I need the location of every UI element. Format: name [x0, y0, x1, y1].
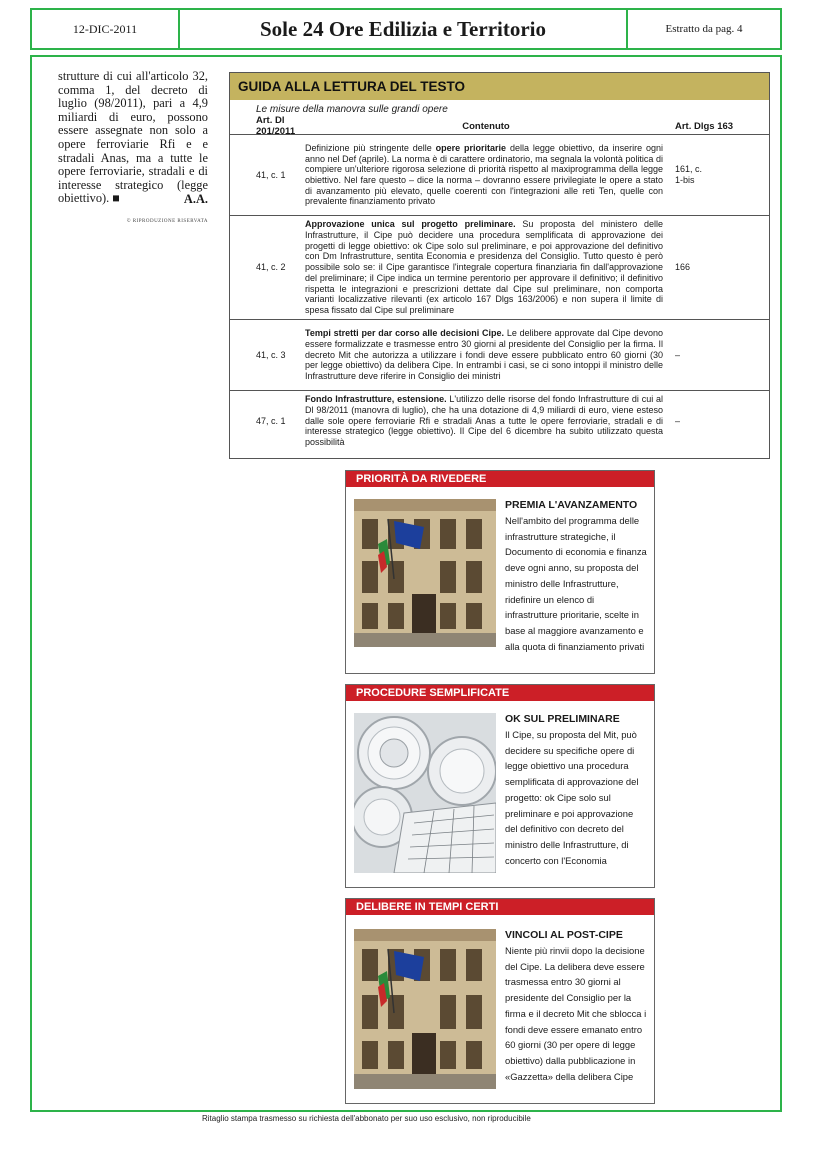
cell-dlgs: –: [675, 349, 681, 360]
cell-art: 41, c. 3: [256, 349, 286, 360]
guide-header-row: [230, 115, 769, 137]
palazzo-photo: [354, 929, 496, 1089]
table-row: [230, 135, 769, 216]
cell-dlgs: –: [675, 415, 681, 426]
sidebar-box-priorita: [345, 470, 655, 674]
box-body: Niente più rinvii dopo la decisione del Cipe. La delibera deve essere trasmessa entro 30 giorni al presidente del Consiglio per la firma e il decreto Mit che sblocca i fondi deve essere emanato entro 60 giorni (30 per opere di legge obiettivo) dalla pubblicazione in «Gazzetta» della delibera Cipe: [505, 945, 647, 1082]
footer-note: Ritaglio stampa trasmesso su richiesta dell'abbonato per suo uso esclusivo, non riproducibile: [202, 1114, 531, 1123]
box-body: Il Cipe, su proposta del Mit, può decidere su specifiche opere di legge obiettivo una procedura semplificata di approvazione del progetto: ok Cipe solo sul preliminare e poi approvazione del definitivo con decreto del ministro delle Infrastrutture, di concerto con l'Economia: [505, 729, 639, 866]
header-date: 12-DIC-2011: [32, 10, 180, 48]
cell-content: Approvazione unica sul progetto preliminare. Su proposta del ministero delle Infrastrutture, il Cipe può decidere una procedura semplificata di approvazione dei progetti di legge obiettivo: ok Cipe solo sul preliminare, e poi approvazione del definitivo con Dm Infrastrutture, sentita Economia e presidenza del Consiglio. Tutto questo è però possibile solo se: il Cipe garantisce l'integrale copertura finanziaria fin dall'approvazione del preliminare; il Cipe indica un termine perentorio per approvare il definitivo; il definitivo rispetta le integrazioni e prescrizioni dettate dal Cipe sul preliminare, non comporta varianti localizzative rilevanti (ex articolo 167 Dlgs 163/2006) e non supera il limite di spesa fissato dal Cipe sul preliminare: [305, 219, 663, 315]
box-text: [505, 929, 647, 1084]
guide-table: [229, 72, 770, 459]
box-section-title: PRIORITÀ DA RIVEDERE: [346, 471, 654, 487]
box-title: PREMIA L'AVANZAMENTO: [505, 499, 638, 511]
left-column: [58, 70, 208, 228]
table-row: [230, 391, 769, 451]
cell-dlgs: 161, c. 1-bis: [675, 164, 703, 185]
cell-art: 47, c. 1: [256, 415, 286, 426]
left-column-text: strutture di cui all'articolo 32, comma 1, del decreto di luglio (98/2011), pari a 4,9 miliardi di euro, possono essere assegnate non solo a opere ferroviarie Rfi e e stradali Anas, ma a tutte le opere ferroviarie, stradali e di interesse strategico (legge obiettivo). ■: [58, 69, 208, 206]
page-header: [30, 8, 782, 50]
cell-content: Definizione più stringente delle opere prioritarie della legge obiettivo, da inserire ogni anno nel Def (aprile). La norma è di carattere ordinatorio, ma segnala la volontà politica di compiere un'ulteriore rigorosa selezione di priorità rispetto al maxiprogramma della legge obiettivo. Nel fare questo – dice la norma – dovranno essere privilegiate le opere a stato di avanzamento più elevato, quelle coerenti con l'integrazioni alle reti Ten, quelle con prevalente finanziamento privato: [305, 142, 663, 207]
box-section-title: PROCEDURE SEMPLIFICATE: [346, 685, 654, 701]
table-row: [230, 320, 769, 391]
palazzo-photo: [354, 499, 496, 647]
header-extract: Estratto da pag. 4: [665, 23, 743, 35]
sidebar-box-procedure: [345, 684, 655, 888]
guide-subtitle: Le misure della manovra sulle grandi opere: [256, 103, 448, 115]
box-text: [505, 499, 647, 654]
col-header-art: Art. Dl 201/2011: [256, 115, 296, 137]
table-row: [230, 216, 769, 320]
box-title: VINCOLI AL POST-CIPE: [505, 929, 623, 941]
box-section-title: DELIBERE IN TEMPI CERTI: [346, 899, 654, 915]
box-title: OK SUL PRELIMINARE: [505, 713, 620, 725]
rights-notice: © RIPRODUZIONE RISERVATA: [126, 218, 208, 224]
col-header-content: Contenuto: [462, 120, 510, 132]
cell-content: Fondo Infrastrutture, estensione. L'utilizzo delle risorse del fondo Infrastrutture di cui al Dl 98/2011 (manovra di luglio), che ha una dotazione di 4,9 miliardi di euro, viene esteso dalle sole opere ferroviarie Rfi e stradali Anas a tutte le opere ferroviarie, stradali e di interesse strategico (legge obiettivo). Il Cipe del 6 dicembre ha subito utilizzato questa possibilità: [305, 394, 664, 448]
col-header-dlgs: Art. Dlgs 163: [675, 120, 734, 132]
blueprints-photo: [354, 713, 496, 873]
author-signature: A.A.: [183, 191, 208, 206]
sidebar-box-delibere: [345, 898, 655, 1104]
box-text: [505, 713, 647, 868]
box-body: Nell'ambito del programma delle infrastrutture strategiche, il Documento di economia e finanza deve ogni anno, su proposta del ministro delle Infrastrutture, ridefinire un elenco di infrastrutture prioritarie, scelte in base al maggiore avanzamento e alla quota di finanziamento privati: [505, 515, 647, 652]
cell-art: 41, c. 1: [256, 169, 286, 180]
cell-dlgs: 166: [675, 262, 691, 273]
guide-title: GUIDA ALLA LETTURA DEL TESTO: [230, 73, 769, 100]
header-title: Sole 24 Ore Edilizia e Territorio: [180, 10, 628, 48]
cell-content: Tempi stretti per dar corso alle decisioni Cipe. Le delibere approvate dal Cipe devono essere formalizzate e trasmesse entro 30 giorni al presidente del Consiglio per la firma. Il decreto Mit che autorizza a utilizzare i fondi deve essere pubblicato entro 60 giorni (30 per legge obiettivo) da delibera Cipe. In entrambi i casi, se ci sono intoppi il ministro delle Infrastrutture deve riferire in Consiglio dei ministri: [305, 328, 663, 382]
cell-art: 41, c. 2: [256, 262, 286, 273]
